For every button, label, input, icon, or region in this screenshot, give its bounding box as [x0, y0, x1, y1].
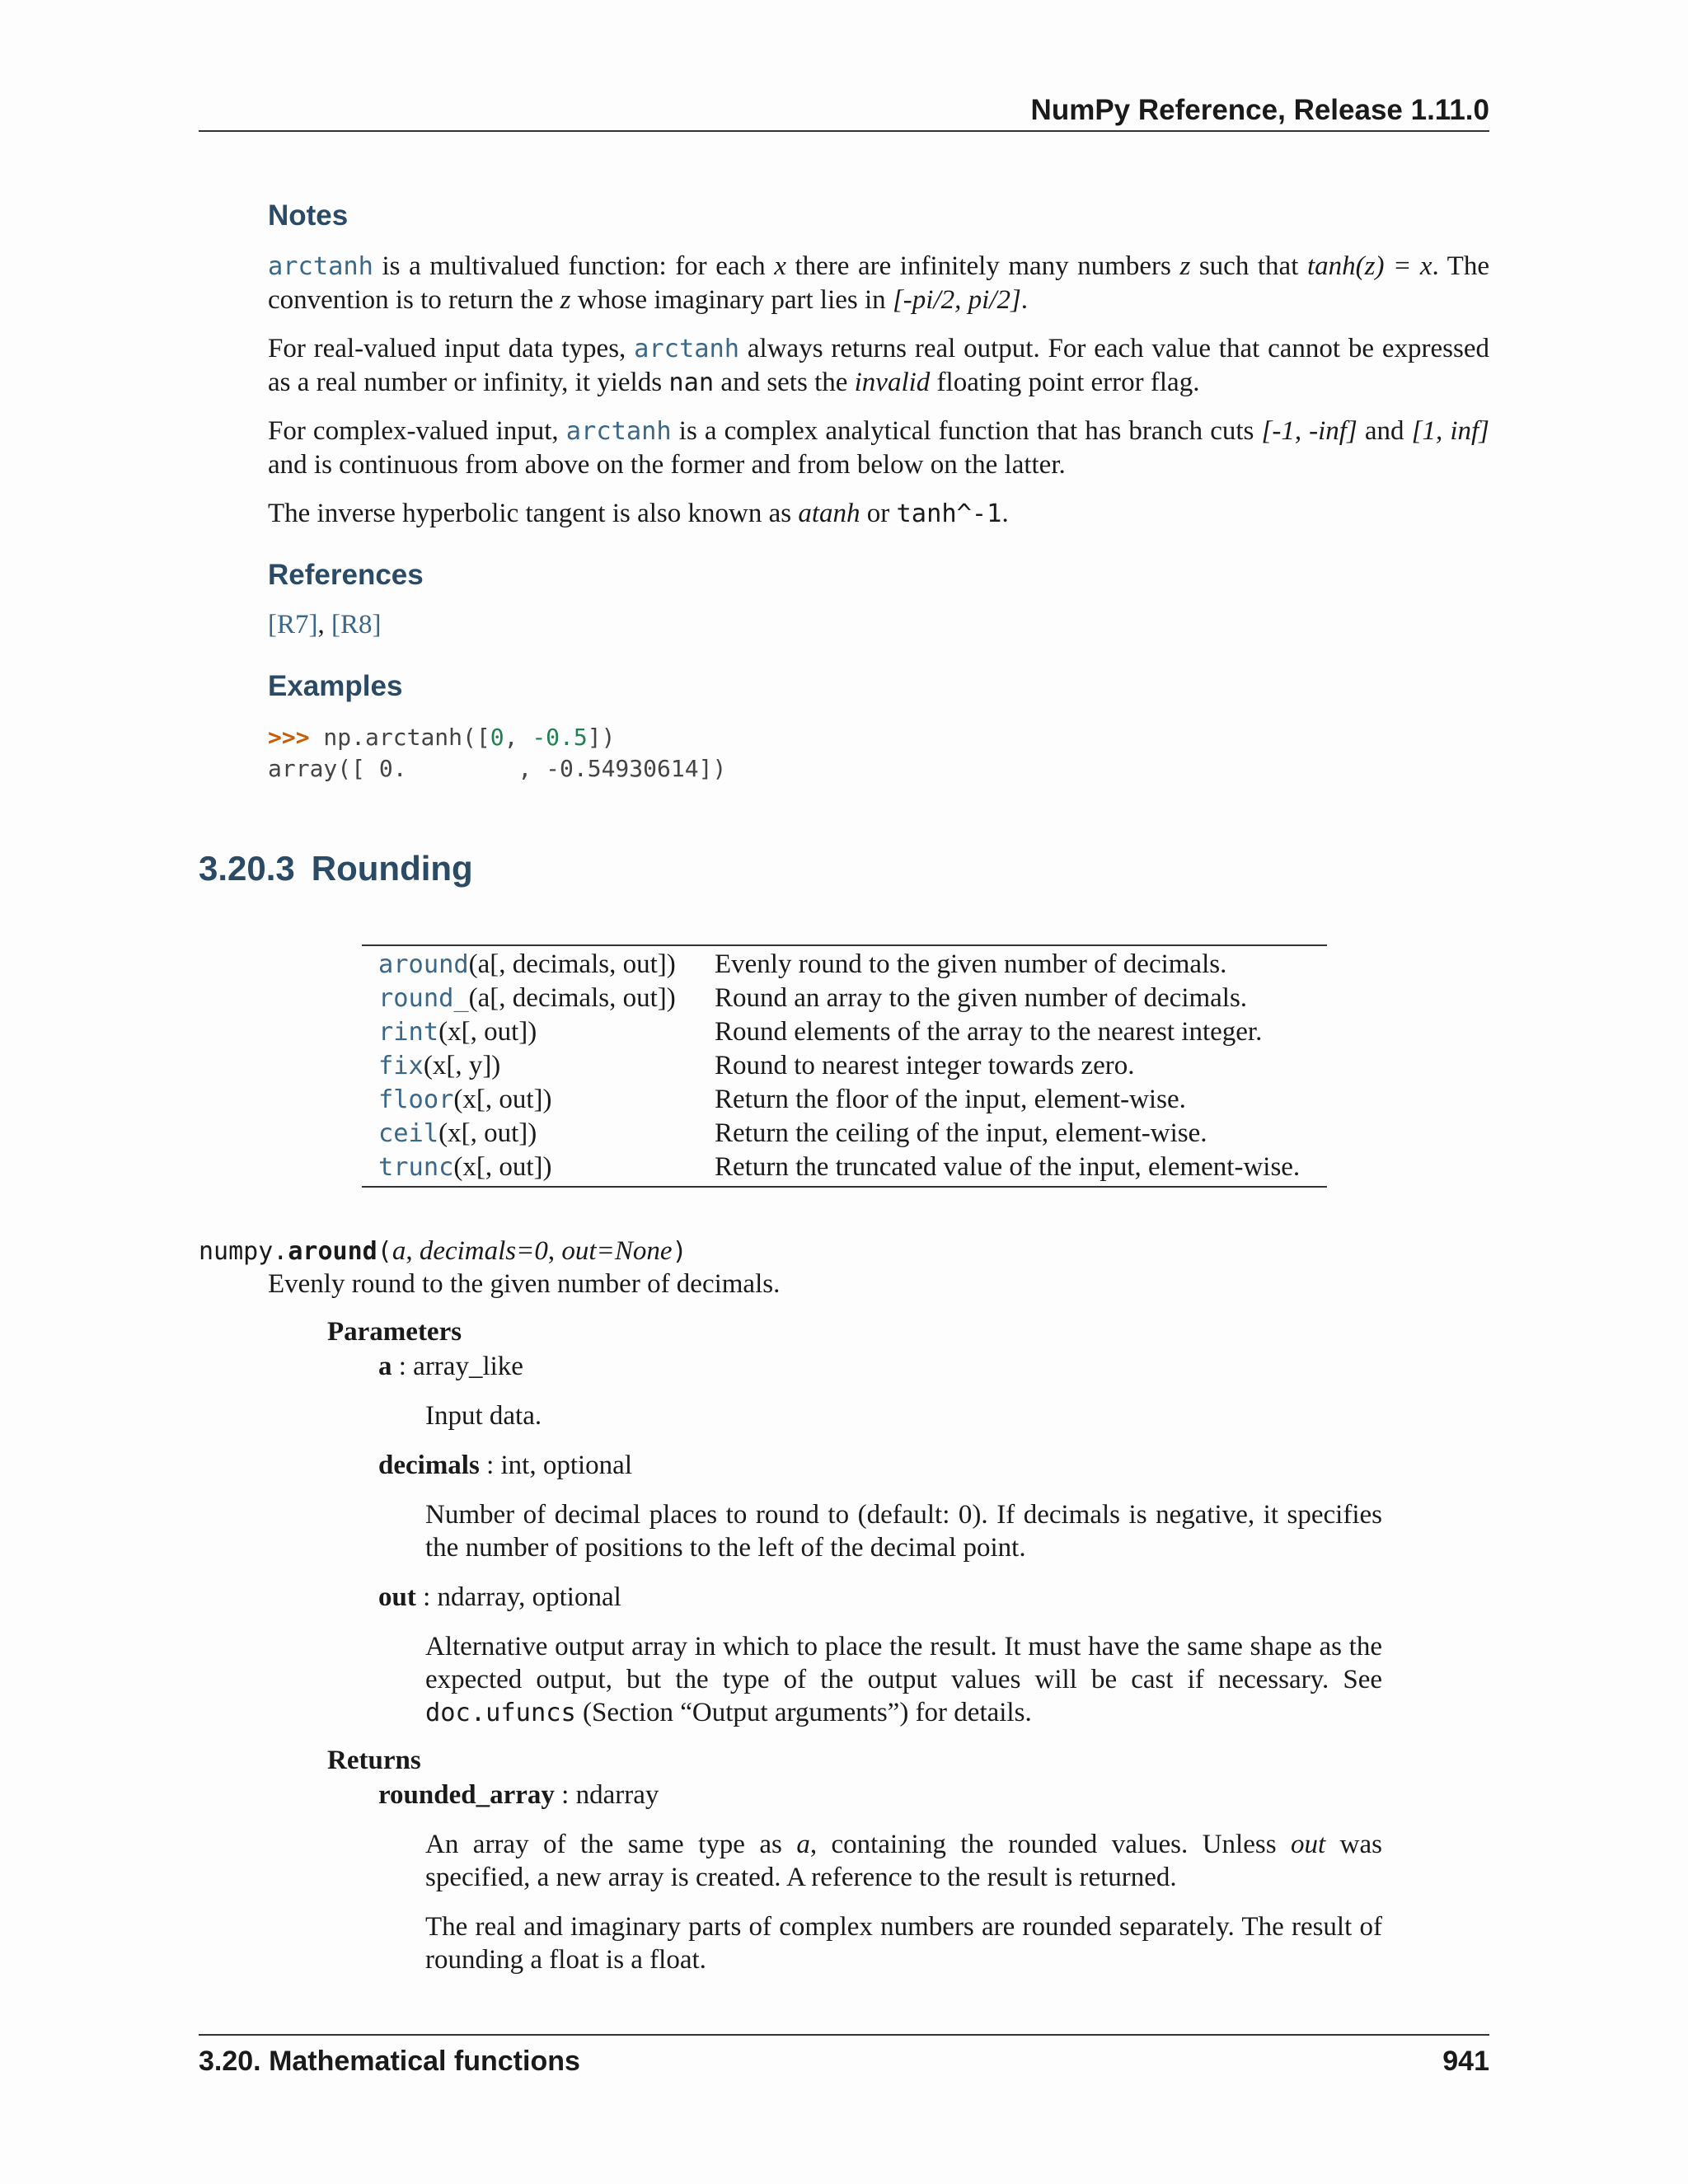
arctanh-link[interactable]: arctanh — [565, 417, 672, 446]
function-link[interactable]: rint — [378, 1018, 439, 1047]
function-cell — [362, 1083, 698, 1117]
tanh-code: tanh^-1 — [896, 499, 1002, 528]
parameters-label: Parameters — [327, 1317, 462, 1347]
return-description-1: An array of the same type as a, containing the rounded values. Unless out was specified, a new array is created. A reference to the result is returned. — [425, 1830, 1382, 1892]
example-code-input: >>> np.arctanh([0, -0.5]) — [268, 724, 616, 751]
function-link[interactable]: round_ — [378, 984, 469, 1013]
notes-paragraph-4: The inverse hyperbolic tangent is also known as atanh or tanh^-1. — [268, 499, 1009, 528]
function-cell — [362, 1117, 698, 1151]
function-description: Round an array to the given number of decimals. — [715, 983, 1248, 1013]
table-row — [362, 1151, 1327, 1187]
function-args: (x[, out]) — [453, 1085, 552, 1114]
around-signature: numpy.around(a, decimals=0, out=None) — [199, 1236, 687, 1266]
function-link[interactable]: ceil — [378, 1119, 439, 1148]
nan-code: nan — [668, 368, 715, 397]
function-cell — [362, 1049, 698, 1083]
return-rounded-array: rounded_array : ndarray — [378, 1780, 659, 1810]
function-cell — [362, 982, 698, 1015]
function-args: (x[, out]) — [453, 1152, 552, 1182]
function-link[interactable]: fix — [378, 1052, 424, 1080]
notes-paragraph-1: arctanh is a multivalued function: for each x there are infinitely many numbers z such that tanh(z) = x. The convention is to return the z whose imaginary part lies in [-pi/2, pi/2]. — [268, 251, 1489, 315]
param-decimals: decimals : int, optional — [378, 1451, 632, 1480]
table-row — [362, 1015, 1327, 1049]
table-row — [362, 1117, 1327, 1151]
function-args: (x[, y]) — [423, 1051, 501, 1080]
param-decimals-description: Number of decimal places to round to (default: 0). If decimals is negative, it specifies the number of positions to the left of the decimal point. — [425, 1500, 1382, 1563]
examples-heading: Examples — [268, 670, 403, 702]
function-args: (x[, out]) — [438, 1118, 537, 1148]
section-heading — [199, 849, 473, 888]
return-description-2: The real and imaginary parts of complex numbers are rounded separately. The result of rounding a float is a float. — [425, 1912, 1382, 1975]
param-out-description: Alternative output array in which to place the result. It must have the same shape as the expected output, but the type of the output values will be cast if necessary. See doc.ufuncs (Section “Output arguments”) for details. — [425, 1632, 1382, 1727]
example-code-output: array([ 0. , -0.54930614]) — [268, 755, 727, 782]
function-link[interactable]: trunc — [378, 1153, 454, 1182]
function-description: Round to nearest integer towards zero. — [715, 1051, 1135, 1080]
function-cell — [362, 945, 698, 982]
table-row — [362, 945, 1327, 982]
param-a-description: Input data. — [425, 1401, 542, 1431]
rounding-functions-table — [362, 944, 1327, 1188]
around-summary: Evenly round to the given number of decimals. — [268, 1269, 781, 1299]
page-header — [199, 92, 1489, 132]
function-description: Evenly round to the given number of decimals. — [715, 949, 1227, 979]
param-out: out : ndarray, optional — [378, 1582, 621, 1612]
page-number: 941 — [1442, 2046, 1489, 2077]
function-link[interactable]: floor — [378, 1085, 454, 1114]
reference-r8-link[interactable]: [R8] — [331, 610, 382, 640]
table-row — [362, 1083, 1327, 1117]
function-args: (a[, decimals, out]) — [468, 983, 676, 1013]
references-heading: References — [268, 559, 424, 591]
function-description: Return the floor of the input, element-wise. — [715, 1085, 1186, 1114]
function-description: Round elements of the array to the nearest integer. — [715, 1017, 1263, 1047]
notes-heading: Notes — [268, 199, 349, 232]
doc-ufuncs-code: doc.ufuncs — [425, 1699, 576, 1727]
page-footer — [199, 2034, 1489, 2077]
function-cell — [362, 1015, 698, 1049]
footer-section: 3.20. Mathematical functions — [199, 2046, 580, 2077]
function-cell — [362, 1151, 698, 1187]
function-args: (x[, out]) — [438, 1017, 537, 1047]
function-description: Return the ceiling of the input, element-wise. — [715, 1118, 1207, 1148]
function-link[interactable]: around — [378, 950, 469, 979]
references-list: [R7], [R8] — [268, 610, 382, 640]
arctanh-link[interactable]: arctanh — [634, 335, 740, 363]
function-args: (a[, decimals, out]) — [468, 949, 676, 979]
around-function-name: around — [288, 1237, 377, 1266]
table-row — [362, 1049, 1327, 1083]
table-row — [362, 982, 1327, 1015]
section-number: 3.20.3 — [199, 849, 295, 888]
notes-paragraph-3: For complex-valued input, arctanh is a complex analytical function that has branch cuts [-1, -inf] and [1, inf] and is continuous from above on the former and from below on the latter. — [268, 416, 1489, 480]
returns-label: Returns — [327, 1746, 421, 1775]
reference-r7-link[interactable]: [R7] — [268, 610, 318, 640]
document-title: NumPy Reference, Release 1.11.0 — [1030, 94, 1489, 126]
function-description: Return the truncated value of the input, element-wise. — [715, 1152, 1301, 1182]
notes-paragraph-2: For real-valued input data types, arctanh always returns real output. For each value that cannot be expressed as a real number or infinity, it yields nan and sets the invalid floating point error flag. — [268, 334, 1490, 397]
param-a: a : array_like — [378, 1352, 523, 1381]
section-title: Rounding — [311, 849, 473, 888]
arctanh-link[interactable]: arctanh — [268, 252, 373, 281]
